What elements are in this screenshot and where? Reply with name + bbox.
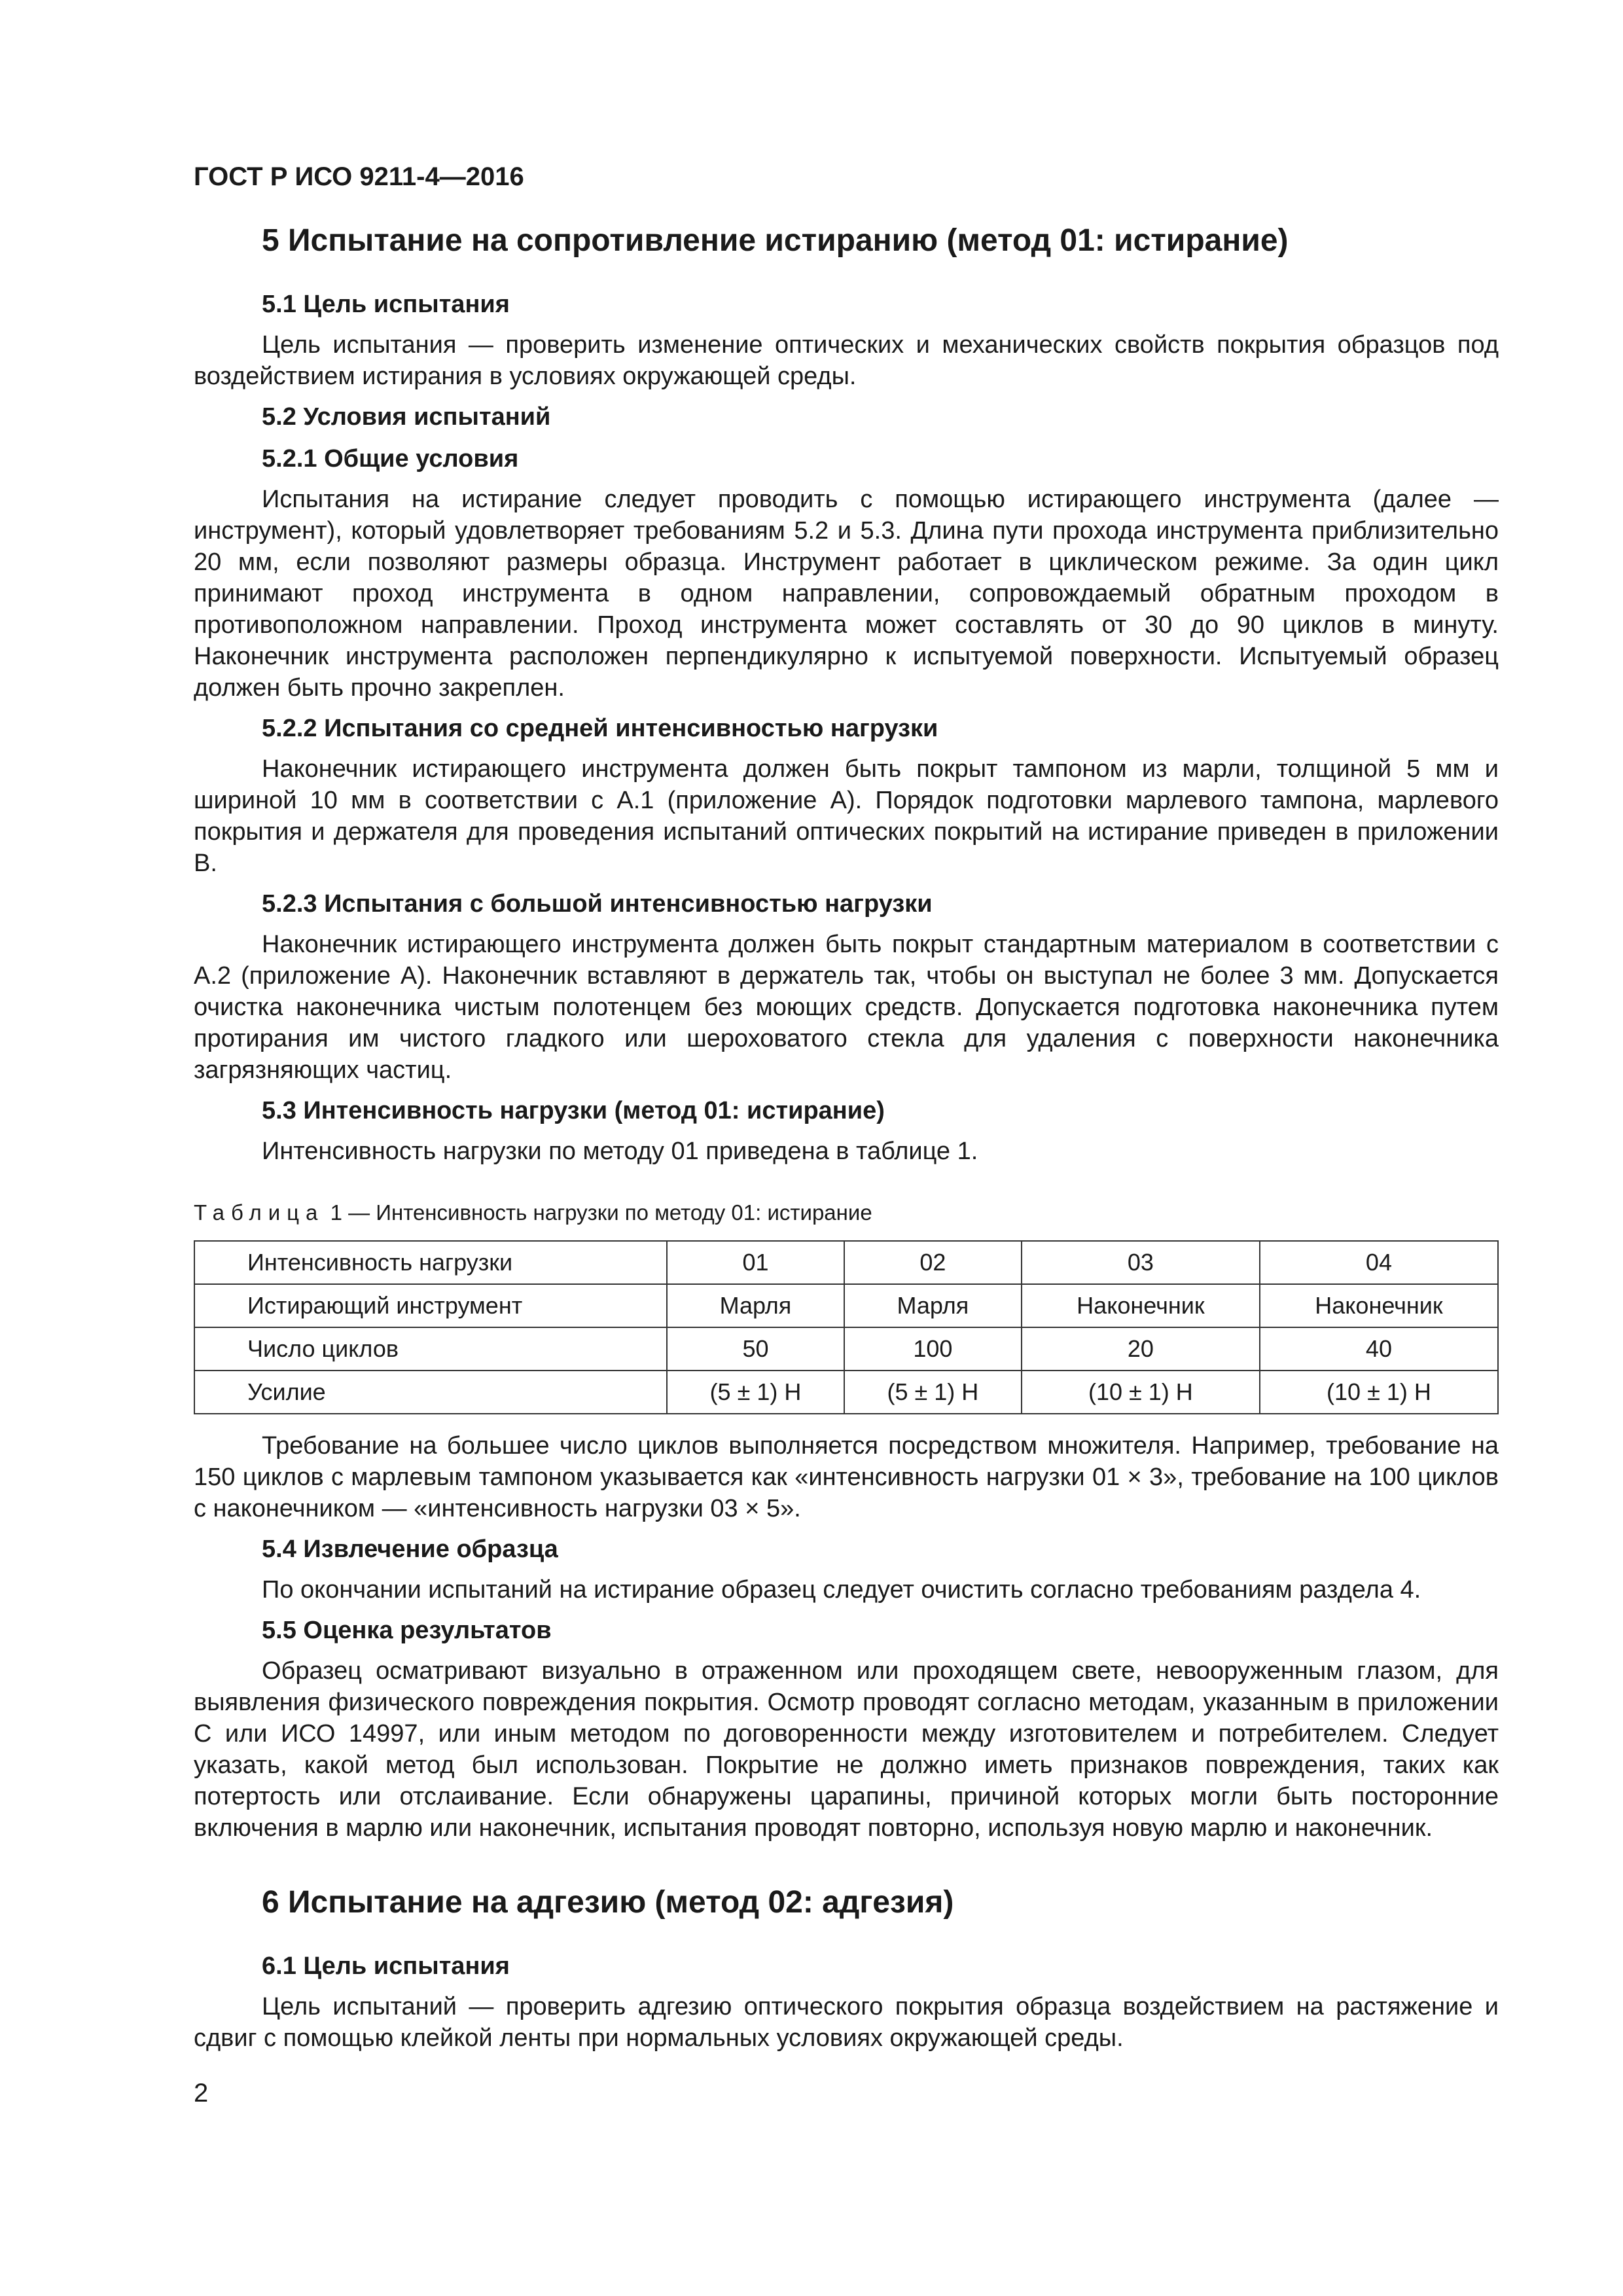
table-cell: (5 ± 1) Н [844, 1371, 1022, 1414]
section-5-2-2-text: Наконечник истирающего инструмента должен быть покрыт тампоном из марли, толщиной 5 мм и шириной 10 мм в соответствии с А.1 (приложение А). Порядок подготовки марлевого тампона, марлевого покрытия и держателя для проведения испытаний оптических покрытий на истирание приведен в приложении В. [194, 755, 1499, 877]
section-5-2-1-title: 5.2.1 Общие условия [262, 445, 519, 473]
table-cell: 01 [667, 1241, 844, 1284]
table-cell: Истирающий инструмент [194, 1284, 667, 1327]
load-intensity-table [194, 1240, 1499, 1414]
table-row [194, 1241, 1498, 1284]
section-5-3-note: Требование на большее число циклов выполняется посредством множителя. Например, требование на 150 циклов с марлевым тампоном указывается как «интенсивность нагрузки 01 × 3», требование на 100 циклов с наконечником — «интенсивность нагрузки 03 × 5». [194, 1432, 1499, 1522]
section-5-title: 5 Испытание на сопротивление истиранию (метод 01: истирание) [262, 223, 1289, 258]
table-cell: Марля [844, 1284, 1022, 1327]
section-5-2-1-text: Испытания на истирание следует проводить с помощью истирающего инструмента (далее — инструмент), который удовлетворяет требованиям 5.2 и 5.3. Длина пути прохода инструмента приблизительно 20 мм, если позволяют размеры образца. Инструмент работает в циклическом режиме. За один цикл принимают проход инструмента в одном направлении, сопровождаемый обратным проходом в противоположном направлении. Проход инструмента может составлять от 30 до 90 циклов в минуту. Наконечник инструмента расположен перпендикулярно к испытуемой поверхности. Испытуемый образец должен быть прочно закреплен. [194, 486, 1499, 702]
table-cell: 100 [844, 1327, 1022, 1371]
section-5-2-2-title: 5.2.2 Испытания со средней интенсивностью нагрузки [262, 715, 938, 742]
document-body [194, 223, 1499, 2062]
table-caption-word: Таблица [194, 1200, 325, 1225]
section-5-4-text: По окончании испытаний на истирание образец следует очистить согласно требованиям раздела 4. [262, 1576, 1421, 1604]
table-cell: (10 ± 1) Н [1022, 1371, 1260, 1414]
document-header: ГОСТ Р ИСО 9211-4—2016 [194, 162, 524, 191]
table-row [194, 1327, 1498, 1371]
section-5-4-title: 5.4 Извлечение образца [262, 1535, 558, 1563]
table-cell: 03 [1022, 1241, 1260, 1284]
table-row [194, 1284, 1498, 1327]
section-6-title: 6 Испытание на адгезию (метод 02: адгезия) [262, 1885, 954, 1920]
table-cell: 20 [1022, 1327, 1260, 1371]
section-6-1-text: Цель испытаний — проверить адгезию оптического покрытия образца воздействием на растяжение и сдвиг с помощью клейкой ленты при нормальных условиях окружающей среды. [194, 1993, 1499, 2052]
section-5-3-text: Интенсивность нагрузки по методу 01 приведена в таблице 1. [262, 1138, 978, 1165]
table-cell: Марля [667, 1284, 844, 1327]
table-cell: Наконечник [1260, 1284, 1498, 1327]
table-cell: 04 [1260, 1241, 1498, 1284]
table-cell: 40 [1260, 1327, 1498, 1371]
table-cell: Усилие [194, 1371, 667, 1414]
table-caption-text: 1 — Интенсивность нагрузки по методу 01: истирание [330, 1200, 872, 1225]
section-5-5-text: Образец осматривают визуально в отраженном или проходящем свете, невооруженным глазом, для выявления физического повреждения покрытия. Осмотр проводят согласно методам, указанным в приложении С или ИСО 14997, или иным методом по договоренности между изготовителем и потребителем. Следует указать, какой метод был использован. Покрытие не должно иметь признаков повреждения, таких как потертость или отслаивание. Если обнаружены царапины, причиной которых могли быть посторонние включения в марлю или наконечник, испытания проводят повторно, используя новую марлю и наконечник. [194, 1657, 1499, 1842]
table-cell: (10 ± 1) Н [1260, 1371, 1498, 1414]
table-cell: 02 [844, 1241, 1022, 1284]
section-5-2-3-title: 5.2.3 Испытания с большой интенсивностью нагрузки [262, 890, 933, 918]
page-number: 2 [194, 2079, 209, 2108]
section-5-3-title: 5.3 Интенсивность нагрузки (метод 01: истирание) [262, 1097, 885, 1124]
section-5-1-text: Цель испытания — проверить изменение оптических и механических свойств покрытия образцов под воздействием истирания в условиях окружающей среды. [194, 331, 1499, 390]
section-5-2-3-text: Наконечник истирающего инструмента должен быть покрыт стандартным материалом в соответствии с А.2 (приложение А). Наконечник вставляют в держатель так, чтобы он выступал не более 3 мм. Допускается очистка наконечника чистым полотенцем без моющих средств. Допускается подготовка наконечника путем протирания им чистого гладкого или шероховатого стекла для удаления с поверхности наконечника загрязняющих частиц. [194, 931, 1499, 1084]
table-caption [194, 1197, 1499, 1229]
table-cell: (5 ± 1) Н [667, 1371, 844, 1414]
table-row [194, 1371, 1498, 1414]
section-5-5-title: 5.5 Оценка результатов [262, 1617, 552, 1644]
section-5-1-title: 5.1 Цель испытания [262, 291, 510, 318]
section-6-1-title: 6.1 Цель испытания [262, 1952, 510, 1980]
table-cell: Интенсивность нагрузки [194, 1241, 667, 1284]
table-cell: 50 [667, 1327, 844, 1371]
table-cell: Число циклов [194, 1327, 667, 1371]
section-5-2-title: 5.2 Условия испытаний [262, 403, 551, 431]
table-cell: Наконечник [1022, 1284, 1260, 1327]
